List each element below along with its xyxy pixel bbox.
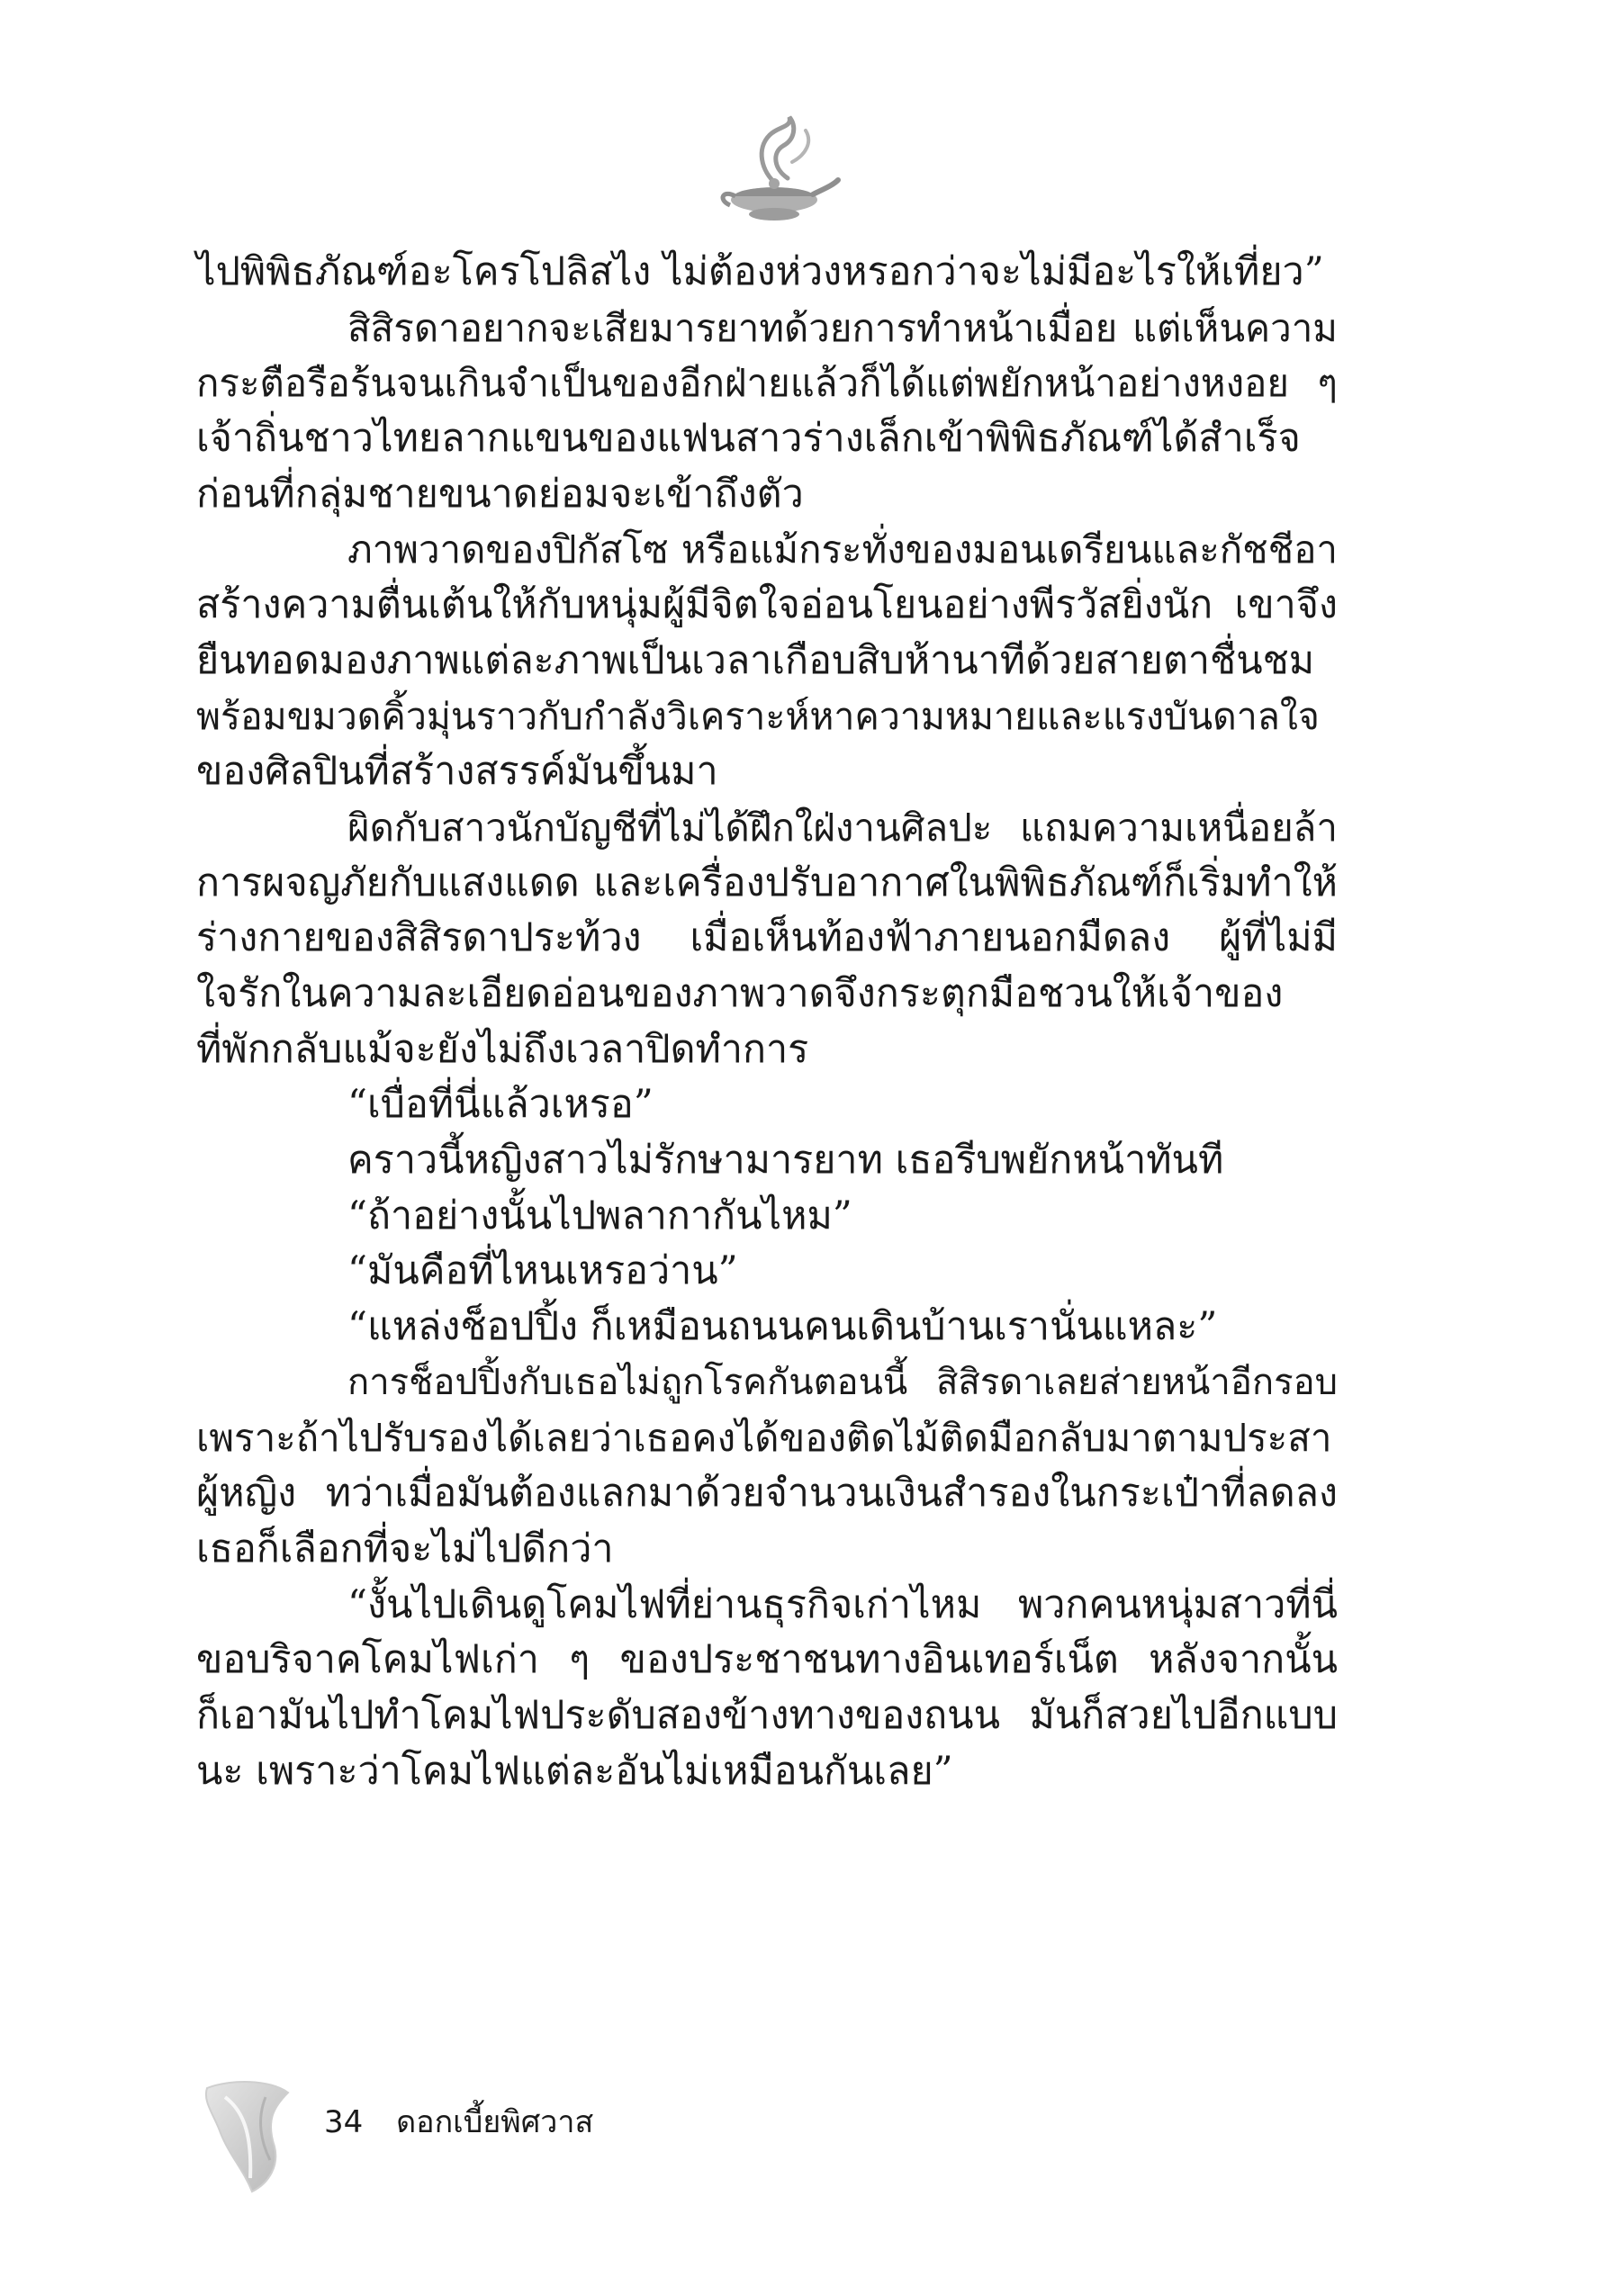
text-line: สิสิรดาอยากจะเสียมารยาทด้วยการทำหน้าเมื่อย แต่เห็นความ [347, 305, 1338, 350]
text-line: กระตือรือร้นจนเกินจำเป็นของอีกฝ่ายแล้วก็ได้แต่พยักหน้าอย่างหงอย ๆ [196, 361, 1338, 406]
text-line: ร่างกายของสิสิรดาประท้วง เมื่อเห็นท้องฟ้าภายนอกมืดลง ผู้ที่ไม่มี [196, 915, 1338, 961]
text-line: ผิดกับสาวนักบัญชีที่ไม่ได้ฝึกใฝ่งานศิลปะ แถมความเหนื่อยล้า [347, 805, 1338, 850]
text-line: นะ เพราะว่าโคมไฟแต่ละอันไม่เหมือนกันเลย” [196, 1748, 953, 1794]
text-line: ก่อนที่กลุ่มชายขนาดย่อมจะเข้าถึงตัว [196, 471, 804, 517]
text-line: “มันคือที่ไหนเหรอว่าน” [347, 1248, 738, 1294]
text-line: สร้างความตื่นเต้นให้กับหนุ่มผู้มีจิตใจอ่อนโยนอย่างพีรวัสยิ่งนัก เขาจึง [196, 582, 1338, 628]
text-line: “เบื่อที่นี่แล้วเหรอ” [347, 1082, 654, 1128]
text-line: ภาพวาดของปิกัสโซ หรือแม้กระทั่งของมอนเดรียนและกัชชีอา [347, 527, 1338, 572]
book-title: ดอกเบี้ยพิศวาส [396, 2104, 594, 2140]
text-line: “แหล่งช็อปปิ้ง ก็เหมือนถนนคนเดินบ้านเรานั่นแหละ” [347, 1304, 1218, 1350]
text-line: ของศิลปินที่สร้างสรรค์มันขึ้นมา [196, 749, 718, 795]
text-line: ก็เอามันไปทำโคมไฟประดับสองข้างทางของถนน มันก็สวยไปอีกแบบ [196, 1692, 1338, 1738]
folio [324, 2097, 593, 2146]
page-footer [189, 2070, 729, 2196]
body-text [196, 245, 1338, 1799]
text-line: ที่พักกลับแม้จะยังไม่ถึงเวลาปิดทำการ [196, 1026, 809, 1072]
text-line: ไปพิพิธภัณฑ์อะโครโปลิสไง ไม่ต้องห่วงหรอกว่าจะไม่มีอะไรให้เที่ยว” [196, 249, 1324, 294]
ribbon-icon [189, 2070, 315, 2196]
text-line: เธอก็เลือกที่จะไม่ไปดีกว่า [196, 1526, 614, 1571]
text-line: พร้อมขมวดคิ้วมุ่นราวกับกำลังวิเคราะห์หาความหมายและแรงบันดาลใจ [196, 694, 1320, 738]
text-line: คราวนี้หญิงสาวไม่รักษามารยาท เธอรีบพยักหน้าทันที [347, 1138, 1224, 1183]
text-line: ใจรักในความละเอียดอ่อนของภาพวาดจึงกระตุกมือชวนให้เจ้าของ [196, 970, 1284, 1016]
text-line: ยืนทอดมองภาพแต่ละภาพเป็นเวลาเกือบสิบห้านาทีด้วยสายตาชื่นชม [196, 637, 1315, 683]
text-line: “ถ้าอย่างนั้นไปพลากากันไหม” [347, 1193, 852, 1238]
genie-lamp-icon [707, 99, 842, 234]
text-line: ขอบริจาคโคมไฟเก่า ๆ ของประชาชนทางอินเทอร์เน็ต หลังจากนั้น [196, 1637, 1338, 1683]
page-number: 34 [324, 2104, 364, 2140]
text-line: “งั้นไปเดินดูโคมไฟที่ย่านธุรกิจเก่าไหม พวกคนหนุ่มสาวที่นี่ [347, 1581, 1338, 1627]
text-line: เพราะถ้าไปรับรองได้เลยว่าเธอคงได้ของติดไม้ติดมือกลับมาตามประสา [196, 1416, 1332, 1461]
text-line: การช็อปปิ้งกับเธอไม่ถูกโรคกันตอนนี้ สิสิรดาเลยส่ายหน้าอีกรอบ [347, 1361, 1338, 1403]
text-line: ผู้หญิง ทว่าเมื่อมันต้องแลกมาด้วยจำนวนเงินสำรองในกระเป๋าที่ลดลง [196, 1471, 1338, 1517]
text-line: การผจญภัยกับแสงแดด และเครื่องปรับอากาศในพิพิธภัณฑ์ก็เริ่มทำให้ [196, 860, 1338, 905]
text-line: เจ้าถิ่นชาวไทยลากแขนของแฟนสาวร่างเล็กเข้าพิพิธภัณฑ์ได้สำเร็จ [196, 416, 1301, 462]
